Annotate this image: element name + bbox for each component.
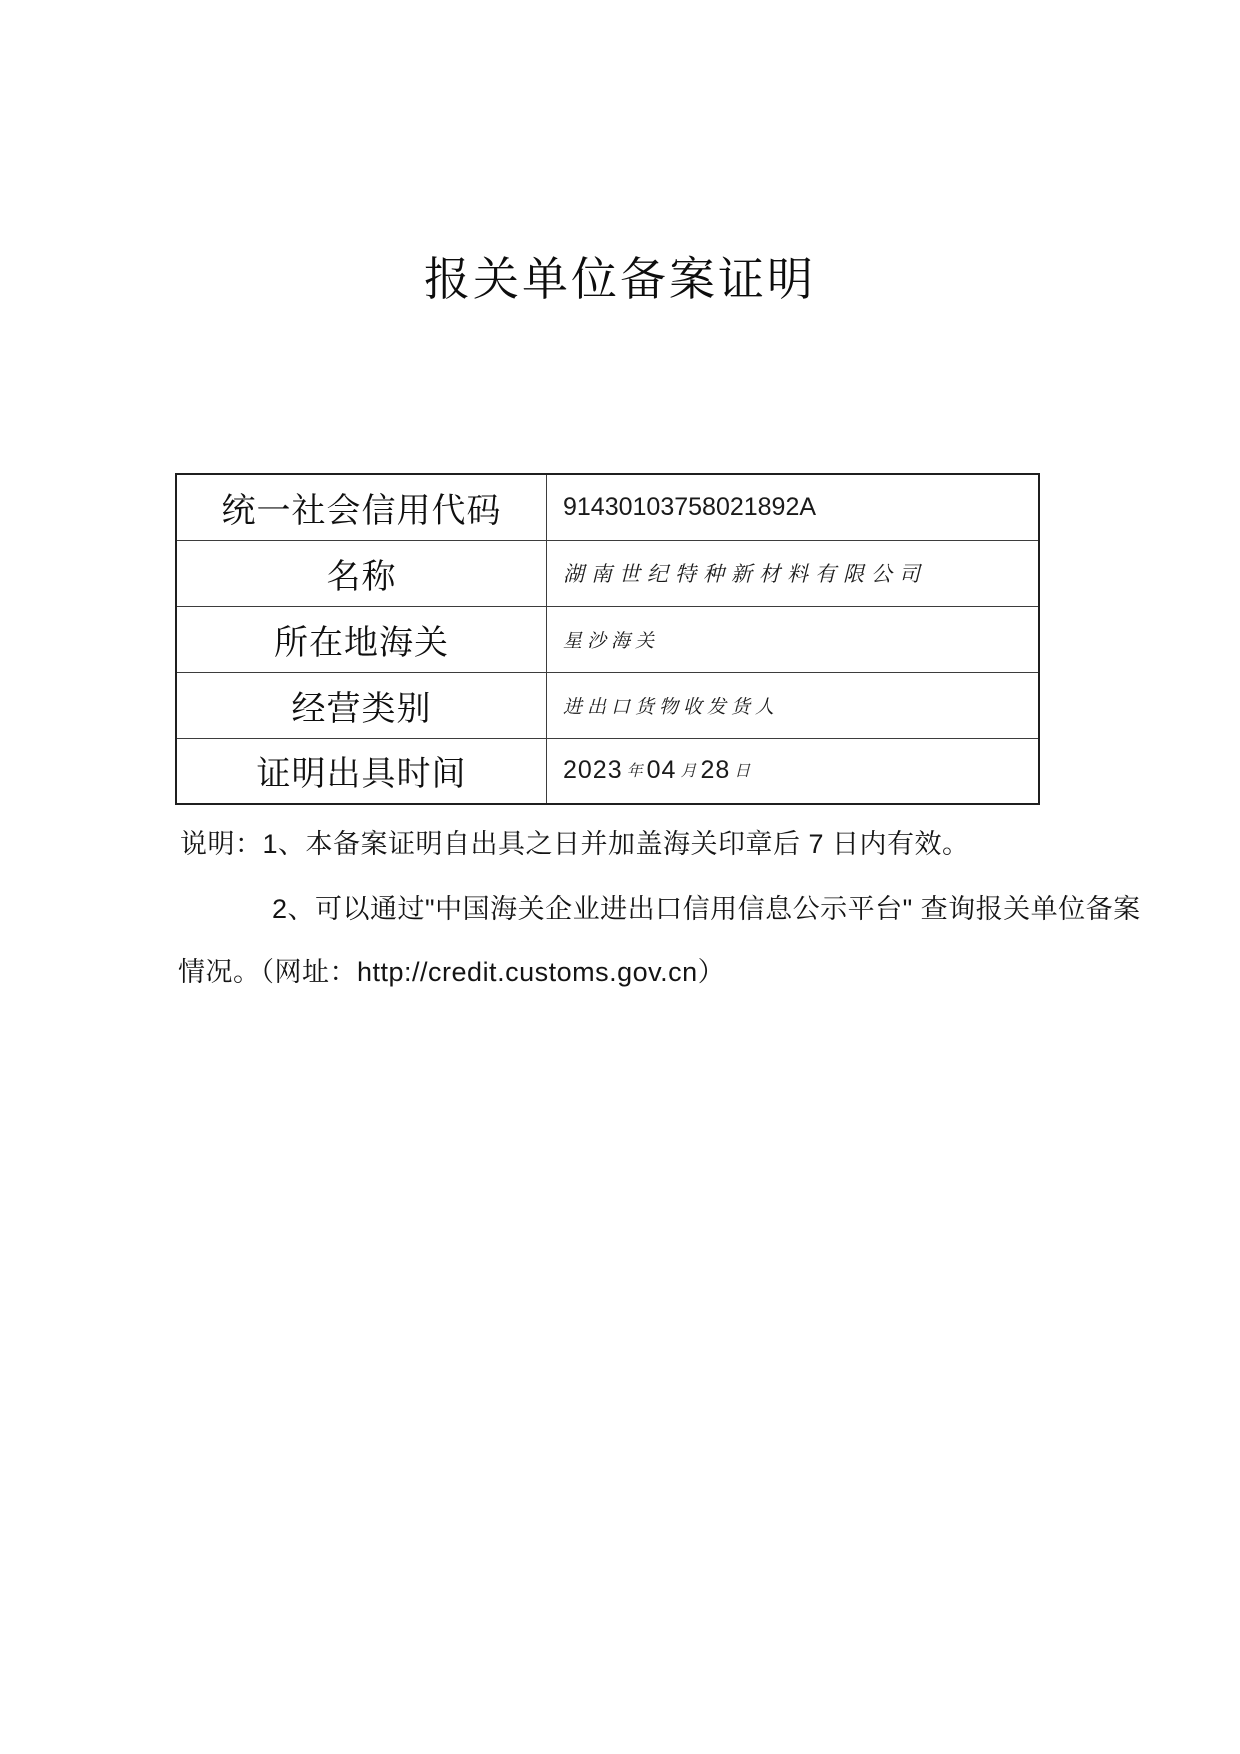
issue-date-year-unit: 年 [626,761,643,781]
certificate-table [175,473,1040,805]
note-line-url: 情况。（网址：http://credit.customs.gov.cn） [178,957,726,987]
issue-date-day-unit: 日 [734,761,751,781]
company-name-value: 湖南世纪特种新材料有限公司 [547,540,1040,606]
customs-office-value: 星沙海关 [547,606,1040,672]
table-row-business-category [176,672,1039,738]
business-category-value: 进出口货物收发货人 [547,672,1040,738]
table-row-issue-date [176,738,1039,804]
credit-code-label: 统一社会信用代码 [176,474,547,540]
issue-date-value [547,738,1040,804]
table-row-company-name [176,540,1039,606]
customs-office-label: 所在地海关 [176,606,547,672]
page-title: 报关单位备案证明 [424,253,816,305]
table-row-customs-office [176,606,1039,672]
issue-date-month-unit: 月 [680,761,697,781]
issue-date-label: 证明出具时间 [176,738,547,804]
table-row-credit-code [176,474,1039,540]
note-line-validity: 说明：1、本备案证明自出具之日并加盖海关印章后 7 日内有效。 [180,829,970,859]
business-category-label: 经营类别 [176,672,547,738]
credit-code-value: 91430103758021892A [547,474,1040,540]
issue-date-year: 2023 [563,756,623,785]
company-name-label: 名称 [176,540,547,606]
note-line-platform: 2、可以通过"中国海关企业进出口信用信息公示平台" 查询报关单位备案 [272,894,1141,924]
issue-date-day: 28 [700,756,731,785]
issue-date-month: 04 [646,756,677,785]
